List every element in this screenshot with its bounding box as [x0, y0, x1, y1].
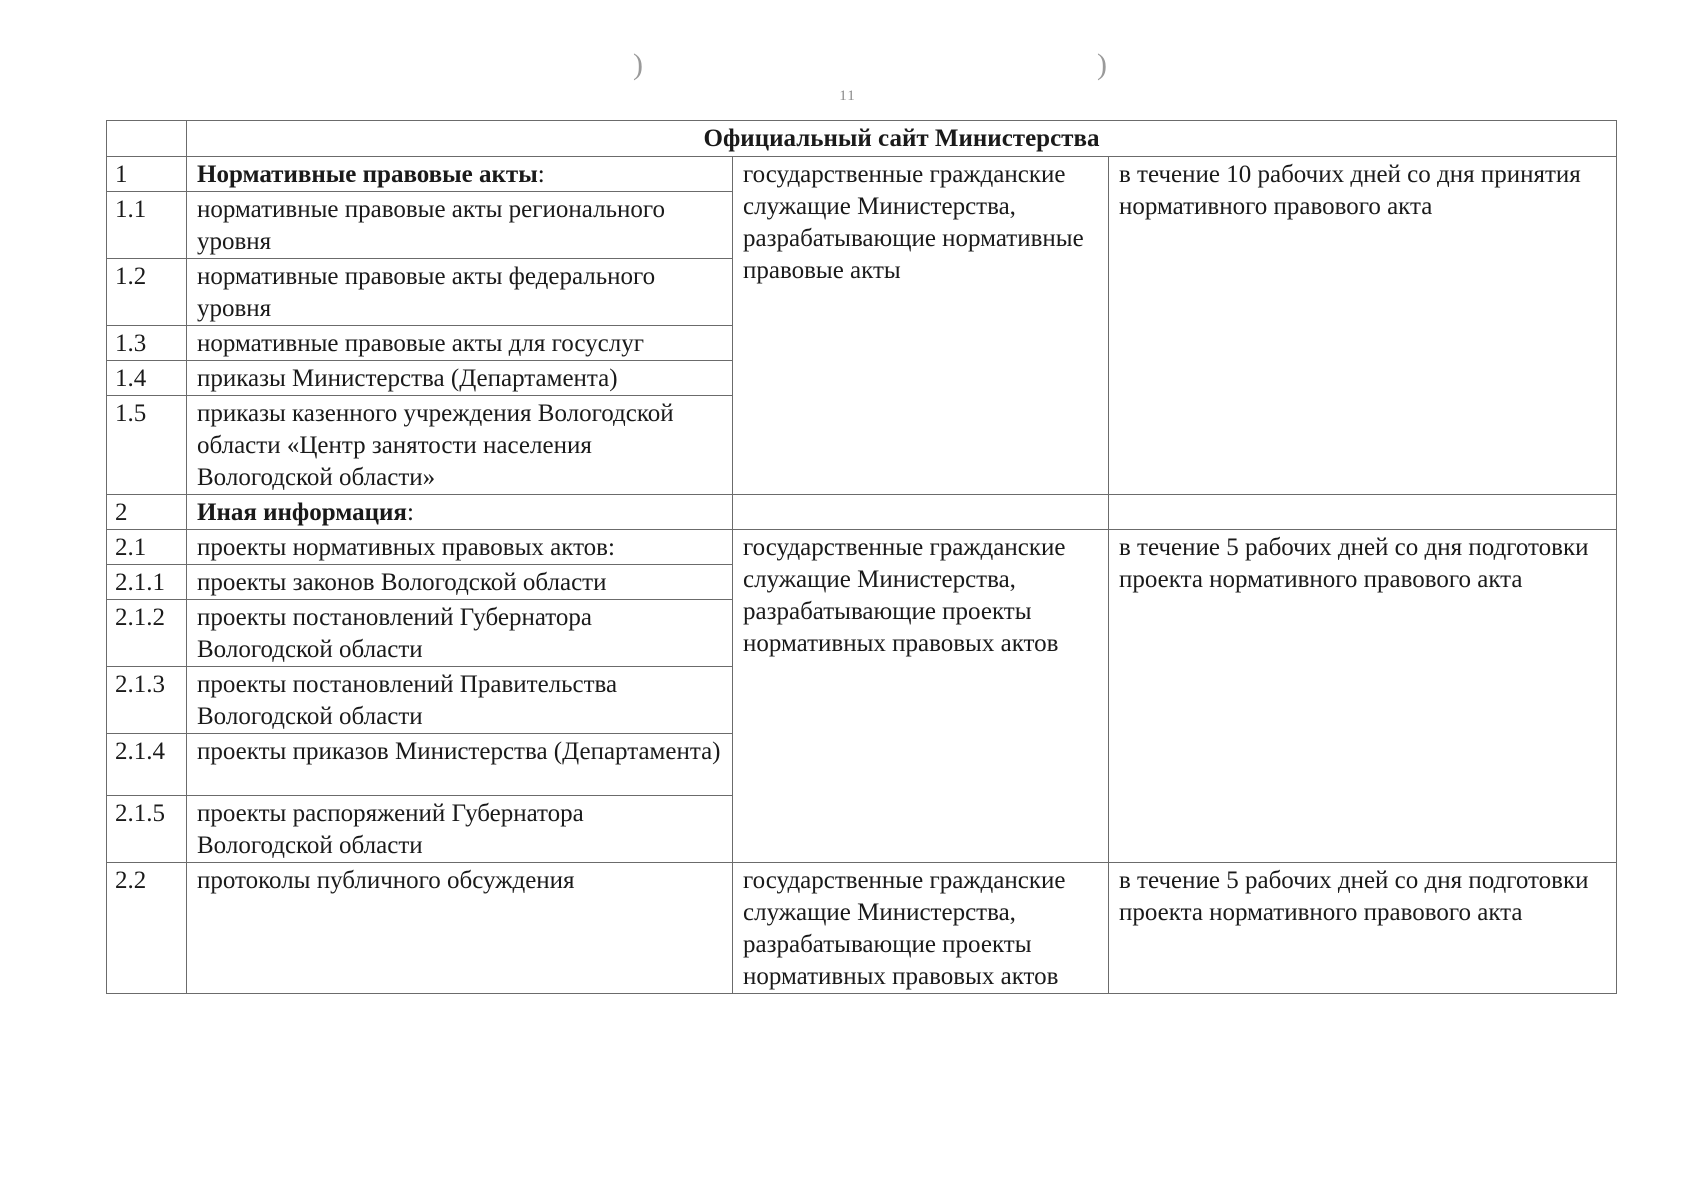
empty-cell [733, 495, 1109, 530]
row-text: нормативные правовые акты для госуслуг [187, 326, 733, 361]
table-header-row [107, 121, 1617, 157]
row-text: протоколы публичного обсуждения [187, 863, 733, 994]
row-text: проекты законов Вологодской области [187, 565, 733, 600]
row-text: проекты нормативных правовых актов: [187, 530, 733, 565]
section-label-bold: Нормативные правовые акты [197, 161, 538, 188]
row-number: 2.1.1 [107, 565, 187, 600]
section-label [187, 495, 733, 530]
section-label [187, 157, 733, 192]
row-number: 1.3 [107, 326, 187, 361]
row-number: 2.2 [107, 863, 187, 994]
row-text: приказы Министерства (Департамента) [187, 361, 733, 396]
row-number: 1.2 [107, 259, 187, 326]
section-label-suffix: : [406, 499, 414, 526]
row-text: нормативные правовые акты федерального уровня [187, 259, 733, 326]
deadline-cell: в течение 5 рабочих дней со дня подготовки проекта нормативного правового акта [1109, 863, 1617, 994]
responsible-cell: государственные гражданские служащие Министерства, разрабатывающие нормативные правовые акты [733, 157, 1109, 495]
row-number: 1.1 [107, 192, 187, 259]
table-row [107, 530, 1617, 565]
scan-mark-right: ) [1097, 48, 1107, 81]
row-text: проекты распоряжений Губернатора Вологодской области [187, 796, 733, 863]
page-number: 11 [839, 88, 856, 104]
row-number: 1.5 [107, 396, 187, 495]
section-label-bold: Иная информация [197, 499, 407, 526]
table-title: Официальный сайт Министерства [187, 121, 1617, 157]
row-number: 2.1.3 [107, 667, 187, 734]
row-number: 2.1.2 [107, 600, 187, 667]
table-row [107, 495, 1617, 530]
row-number: 1.4 [107, 361, 187, 396]
empty-cell [1109, 495, 1617, 530]
header-empty-cell [107, 121, 187, 157]
row-number: 2.1 [107, 530, 187, 565]
row-number: 2 [107, 495, 187, 530]
row-text: приказы казенного учреждения Вологодской области «Центр занятости населения Вологодской области» [187, 396, 733, 495]
row-text: проекты приказов Министерства (Департамента) [187, 734, 733, 796]
row-number: 1 [107, 157, 187, 192]
table-row [107, 863, 1617, 994]
information-table [106, 120, 1617, 994]
row-number: 2.1.4 [107, 734, 187, 796]
deadline-cell: в течение 5 рабочих дней со дня подготовки проекта нормативного правового акта [1109, 530, 1617, 863]
table-row [107, 157, 1617, 192]
row-number: 2.1.5 [107, 796, 187, 863]
responsible-cell: государственные гражданские служащие Министерства, разрабатывающие проекты нормативных правовых актов [733, 863, 1109, 994]
row-text: нормативные правовые акты регионального уровня [187, 192, 733, 259]
section-label-suffix: : [537, 161, 545, 188]
row-text: проекты постановлений Губернатора Вологодской области [187, 600, 733, 667]
responsible-cell: государственные гражданские служащие Министерства, разрабатывающие проекты нормативных правовых актов [733, 530, 1109, 863]
row-text: проекты постановлений Правительства Вологодской области [187, 667, 733, 734]
scan-mark-left: ) [633, 48, 643, 81]
deadline-cell: в течение 10 рабочих дней со дня принятия нормативного правового акта [1109, 157, 1617, 495]
